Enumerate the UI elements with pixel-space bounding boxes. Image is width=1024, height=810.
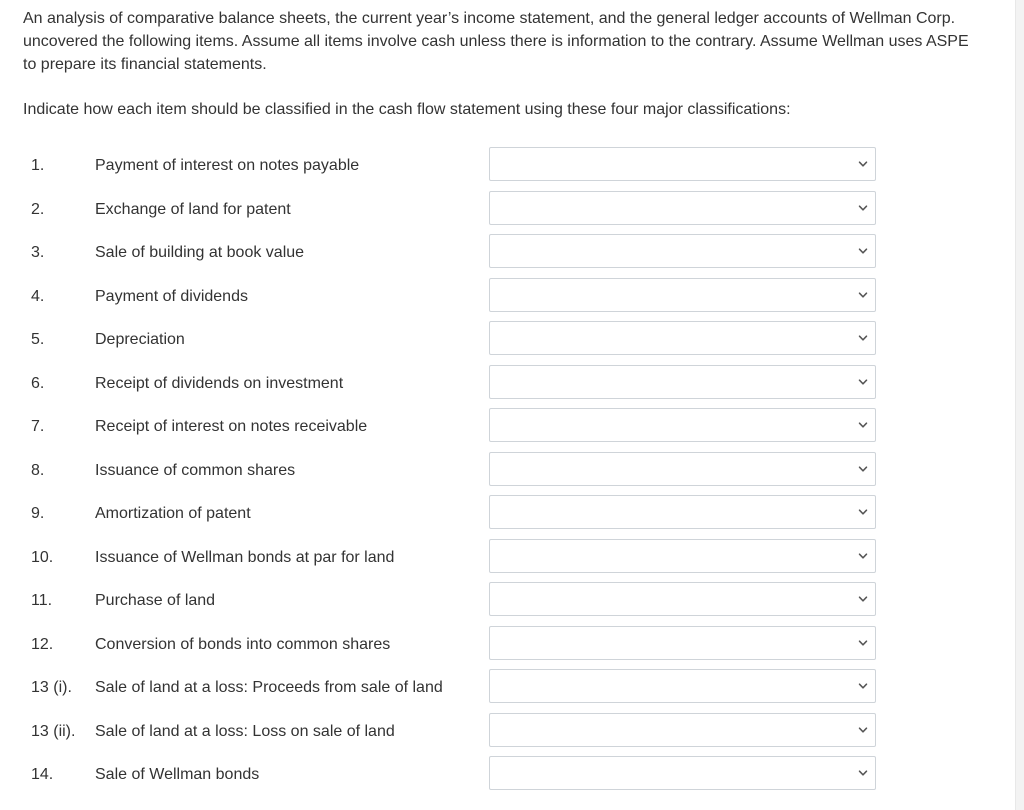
chevron-down-icon[interactable] (857, 419, 869, 431)
item-description: Conversion of bonds into common shares (95, 635, 391, 653)
item-number: 3. (31, 244, 45, 261)
question-intro: An analysis of comparative balance sheets, the current year’s income statement, and the general ledger accounts of Wellman Corp. uncovered the following items. Assume all items involve cash unless there is information to the contrary. Assume Wellman uses ASPE to prepare its financial statements. (23, 10, 969, 73)
item-number: 13 (i). (31, 679, 72, 696)
classification-dropdown[interactable] (489, 191, 876, 225)
item-description: Sale of land at a loss: Loss on sale of land (95, 722, 395, 740)
item-number: 2. (31, 200, 45, 218)
classification-dropdown[interactable] (489, 321, 876, 355)
classification-dropdown[interactable] (489, 147, 876, 181)
item-number: 1. (31, 157, 45, 174)
item-number: 12. (31, 635, 54, 653)
list-item (0, 626, 1000, 670)
classification-dropdown[interactable] (489, 582, 876, 616)
classification-dropdown[interactable] (489, 278, 876, 312)
chevron-down-icon[interactable] (857, 506, 869, 518)
list-item (0, 539, 1000, 583)
item-description: Exchange of land for patent (95, 200, 291, 218)
chevron-down-icon[interactable] (857, 376, 869, 388)
chevron-down-icon[interactable] (857, 289, 869, 301)
chevron-down-icon[interactable] (857, 245, 869, 257)
list-item (0, 321, 1000, 365)
list-item (0, 495, 1000, 539)
list-item (0, 452, 1000, 496)
classification-dropdown[interactable] (489, 669, 876, 703)
item-number: 7. (31, 418, 45, 435)
item-number: 5. (31, 331, 45, 348)
list-item (0, 234, 1000, 278)
item-description: Receipt of dividends on investment (95, 374, 344, 392)
list-item (0, 669, 1000, 713)
item-description: Sale of building at book value (95, 244, 305, 261)
chevron-down-icon[interactable] (857, 724, 869, 736)
scrollbar[interactable] (1015, 0, 1024, 810)
item-description: Depreciation (95, 331, 185, 348)
chevron-down-icon[interactable] (857, 158, 869, 170)
classification-dropdown[interactable] (489, 365, 876, 399)
item-description: Purchase of land (95, 592, 216, 609)
classification-dropdown[interactable] (489, 626, 876, 660)
classification-list (0, 147, 1000, 800)
item-description: Payment of dividends (95, 287, 248, 305)
classification-dropdown[interactable] (489, 408, 876, 442)
classification-dropdown[interactable] (489, 234, 876, 268)
list-item (0, 408, 1000, 452)
item-number: 10. (31, 548, 54, 566)
chevron-down-icon[interactable] (857, 767, 869, 779)
item-description: Receipt of interest on notes receivable (95, 418, 368, 435)
chevron-down-icon[interactable] (857, 202, 869, 214)
item-description: Issuance of Wellman bonds at par for land (95, 548, 395, 566)
question-instruction: Indicate how each item should be classified in the cash flow statement using these four major classifications: (23, 101, 791, 118)
item-number: 6. (31, 374, 45, 392)
chevron-down-icon[interactable] (857, 550, 869, 562)
list-item (0, 147, 1000, 191)
chevron-down-icon[interactable] (857, 637, 869, 649)
classification-dropdown[interactable] (489, 756, 876, 790)
item-number: 8. (31, 461, 45, 479)
list-item (0, 191, 1000, 235)
item-description: Payment of interest on notes payable (95, 157, 360, 174)
list-item (0, 756, 1000, 800)
chevron-down-icon[interactable] (857, 593, 869, 605)
list-item (0, 582, 1000, 626)
item-number: 14. (31, 766, 54, 783)
item-number: 13 (ii). (31, 722, 76, 740)
item-number: 9. (31, 505, 45, 522)
classification-dropdown[interactable] (489, 495, 876, 529)
classification-dropdown[interactable] (489, 452, 876, 486)
list-item (0, 278, 1000, 322)
chevron-down-icon[interactable] (857, 332, 869, 344)
item-description: Sale of land at a loss: Proceeds from sale of land (95, 679, 443, 696)
item-number: 11. (31, 592, 53, 609)
item-description: Issuance of common shares (95, 461, 296, 479)
classification-dropdown[interactable] (489, 539, 876, 573)
list-item (0, 365, 1000, 409)
item-description: Amortization of patent (95, 505, 251, 522)
chevron-down-icon[interactable] (857, 680, 869, 692)
classification-dropdown[interactable] (489, 713, 876, 747)
item-number: 4. (31, 287, 45, 305)
chevron-down-icon[interactable] (857, 463, 869, 475)
item-description: Sale of Wellman bonds (95, 766, 260, 783)
list-item (0, 713, 1000, 757)
